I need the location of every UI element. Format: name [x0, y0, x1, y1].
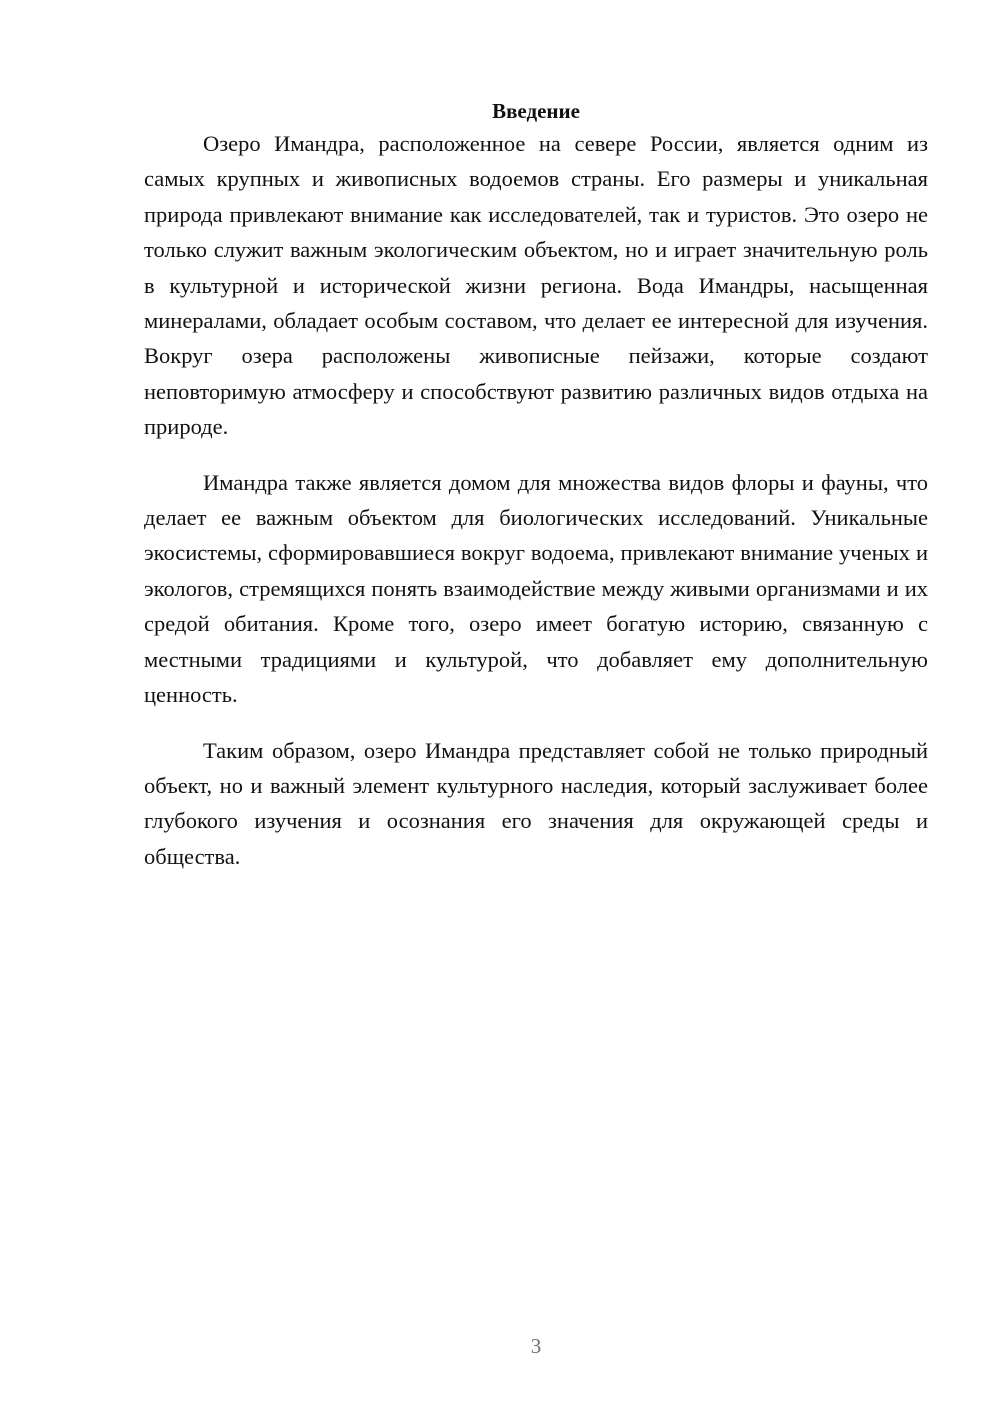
page-content — [144, 96, 928, 874]
paragraph-3: Таким образом, озеро Имандра представляет собой не только природный объект, но и важный элемент культурного наследия, который заслуживает более глубокого изучения и осознания его значения для окружающей среды и общества. — [144, 737, 928, 869]
paragraph-1: Озеро Имандра, расположенное на севере России, является одним из самых крупных и живописных водоемов страны. Его размеры и уникальная природа привлекают внимание как исследователей, так и туристов. Это озеро не только служит важным экологическим объектом, но и играет значительную роль в культурной и исторической жизни региона. Вода Имандры, насыщенная минералами, обладает особым составом, что делает ее интересной для изучения. Вокруг озера расположены живописные пейзажи, которые создают неповторимую атмосферу и способствуют развитию различных видов отдыха на природе. — [144, 131, 928, 440]
page-number: 3 — [530, 1334, 542, 1358]
section-heading: Введение — [492, 99, 580, 123]
paragraph-2: Имандра также является домом для множества видов флоры и фауны, что делает ее важным объектом для биологических исследований. Уникальные экосистемы, сформировавшиеся вокруг водоема, привлекают внимание ученых и экологов, стремящихся понять взаимодействие между живыми организмами и их средой обитания. Кроме того, озеро имеет богатую историю, связанную с местными традициями и культурой, что добавляет ему дополнительную ценность. — [144, 469, 928, 708]
